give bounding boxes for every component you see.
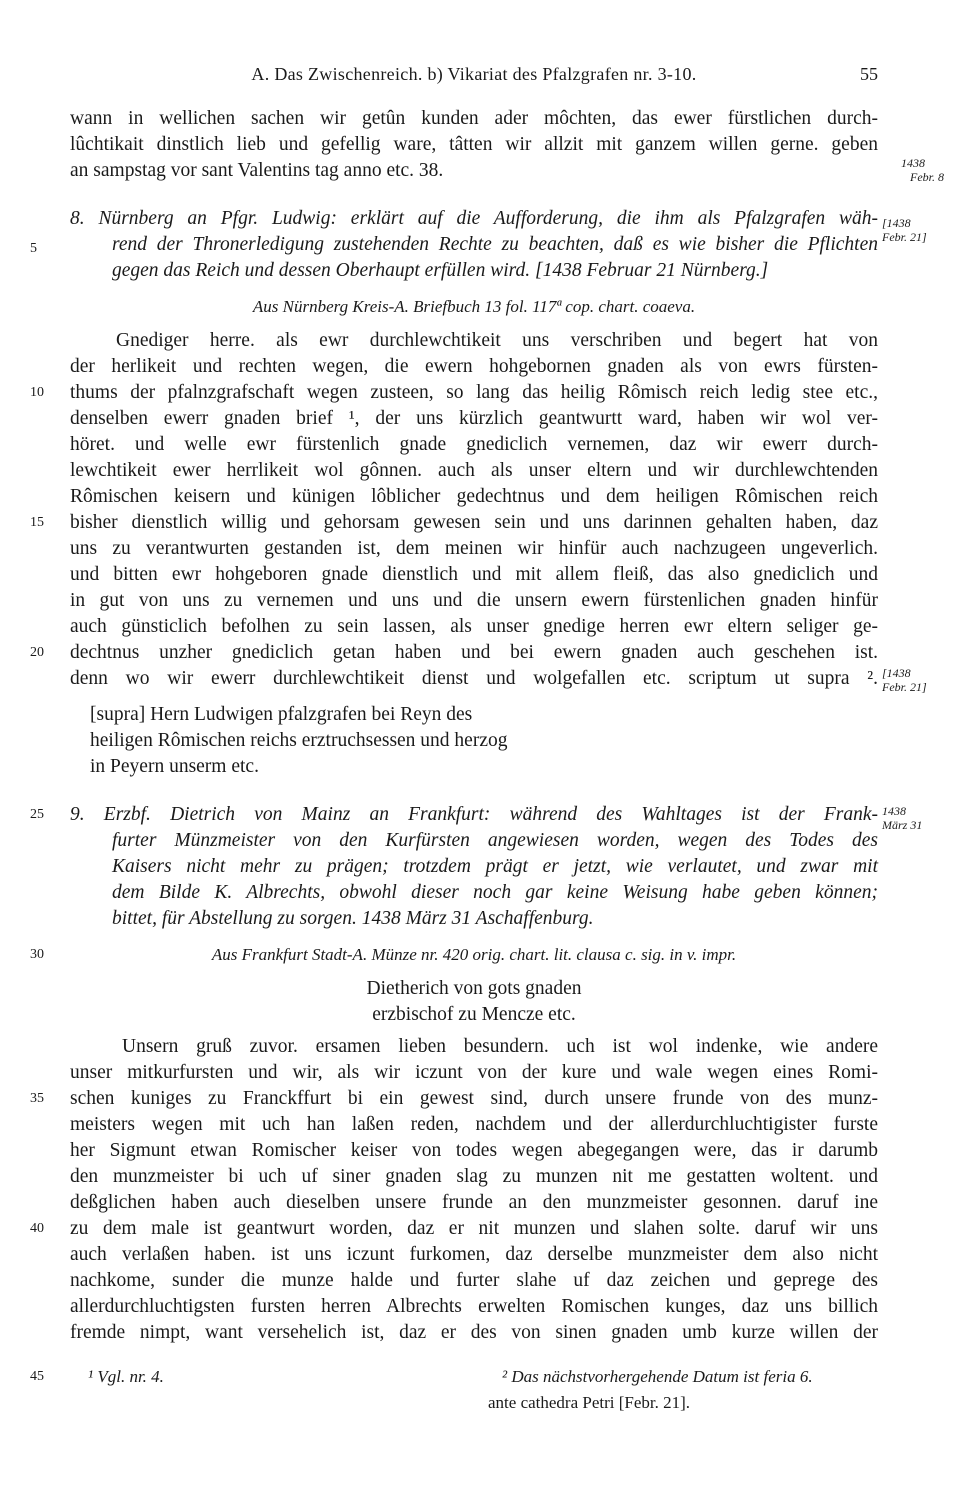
regest-line: Kaisers nicht mehr zu prägen; trotzdem prägt er jetzt, wie verlautet, und zwar mit: [112, 856, 878, 877]
text-line: lûchtikait dinstlich lieb und gefellig ware, tâtten wir allzit mit ganzem willen gerne. geben: [70, 134, 878, 155]
text-line: denn wo wir ewerr durchlewchtikeit dienst und wolgefallen etc. scriptum ut supra ².: [70, 668, 878, 689]
salutation-line: Dietherich von gots gnaden: [366, 978, 582, 999]
running-title: A. Das Zwischenreich. b) Vikariat des Pfalzgrafen nr. 3-10.: [251, 64, 697, 84]
text-line: und bitten ewr hohgeboren gnade dienstlich und mit allem fleiß, das also gnediclich und: [70, 564, 878, 585]
text-line: Unsern gruß zuvor. ersamen lieben besundern. uch ist wol indenke, wie andere: [122, 1036, 878, 1057]
text-line: denselben ewerr gnaden brief ¹, der uns kürzlich geantwurtt ward, haben wir wol ver-: [70, 408, 878, 429]
regest-line: furter Münzmeister von den Kurfürsten angewiesen worden, wegen des Todes des: [112, 830, 878, 851]
margin-note: [1438 Febr. 21]: [882, 666, 927, 694]
line-number: 45: [30, 1369, 44, 1384]
line-number: 30: [30, 947, 44, 962]
text-line: schen kuniges zu Franckffurt bi ein gewest sind, durch unsere frunde von des munz-: [70, 1088, 878, 1109]
address-line: [supra] Hern Ludwigen pfalzgrafen bei Reyn des: [90, 704, 473, 725]
text-line: Gnediger herre. als ewr durchlewchtikeit uns verschriben und begert hat von: [116, 330, 878, 351]
text-line: den munzmeister bi uch uf siner gnaden slag zu munzen nit me gestatten woltent. und: [70, 1166, 878, 1187]
text-line: in gut von uns zu vernemen und uns und die unsern ewern fürstenlichen gnaden hinfür: [70, 590, 878, 611]
regest-line: rend der Thronerledigung zustehenden Rechte zu beachten, daß es wie bisher die Pflichten: [112, 234, 878, 255]
running-head: [70, 64, 878, 88]
text-line: zu dem male ist geantwurt worden, daz er nit munzen und slahen solte. daruf wir uns: [70, 1218, 878, 1239]
line-number: 35: [30, 1091, 44, 1106]
line-number: 25: [30, 807, 44, 822]
line-number: 10: [30, 385, 44, 400]
source-note: Aus Frankfurt Stadt-A. Münze nr. 420 orig. chart. lit. clausa c. sig. in v. impr.: [211, 945, 737, 964]
regest-line: 8. Nürnberg an Pfgr. Ludwig: erklärt auf die Aufforderung, die ihm als Pfalzgrafen wäh-: [70, 208, 878, 229]
text-line: fremde nimpt, want versehelich ist, daz er des von sinen gnaden umb kurze willen der: [70, 1322, 878, 1343]
text-line: her Sigmunt etwan Romischer keiser von todes wegen abegegangen were, das ir darumb: [70, 1140, 878, 1161]
text-line: thums der pfalnzgrafschaft wegen zusteen, so lang das heilig Rômisch reich ledig stee etc.,: [70, 382, 878, 403]
regest-line: 9. Erzbf. Dietrich von Mainz an Frankfurt: während des Wahltages ist der Frank-: [70, 804, 878, 825]
text-line: dechtnus unzher gnediclich getan haben und bei ewern gnaden auch geschehen ist.: [70, 642, 878, 663]
text-line: deßglichen haben auch dieselben unsere frunde an den munzmeister gesonnen. daruf ine: [70, 1192, 878, 1213]
text-line: auch verlaßen haben. ist uns iczunt furkomen, daz derselbe munzmeister dem also nicht: [70, 1244, 878, 1265]
text-line: Rômischen keisern und künigen lôblicher gedechtnus und dem heiligen Rômischen reich: [70, 486, 878, 507]
line-number: 20: [30, 645, 44, 660]
line-number: 5: [30, 241, 37, 256]
text-line: nachkome, sunder die munze halde und furter slahe uf daz zeichen und geprege des: [70, 1270, 878, 1291]
text-line: lewchtikeit ewer herrlikeit wol gônnen. auch als unser eltern und wir durchlewchtenden: [70, 460, 878, 481]
text-line: allerdurchluchtigsten fursten herren Albrechts erwelten Romischen kunges, daz uns billich: [70, 1296, 878, 1317]
regest-line: dem Bilde K. Albrechts, obwohl dieser noch gar keine Weisung habe geben können;: [112, 882, 878, 903]
line-number: 15: [30, 515, 44, 530]
text-line: höret. und welle ewr fürstenlich gnade gnediclich vernemen, daz wir ewerr durch-: [70, 434, 878, 455]
footnote: ¹ Vgl. nr. 4.: [88, 1367, 164, 1386]
text-line: an sampstag vor sant Valentins tag anno etc. 38.: [70, 160, 444, 181]
margin-note: [1438 Febr. 21]: [882, 216, 927, 244]
text-line: bisher dienstlich willig und gehorsam gewesen sein und uns darinnen gehalten haben, daz: [70, 512, 878, 533]
text-line: der herlikeit und rechten wegen, die ewern hohgebornen gnaden als von ewrs fürsten-: [70, 356, 878, 377]
source-note: Aus Nürnberg Kreis-A. Briefbuch 13 fol. 117ª cop. chart. coaeva.: [252, 297, 696, 316]
regest-line: gegen das Reich und dessen Oberhaupt erfüllen wird. [1438 Februar 21 Nürnberg.]: [112, 260, 769, 281]
page-number: 55: [860, 64, 878, 84]
salutation-line: erzbischof zu Mencze etc.: [372, 1004, 576, 1025]
footnote: ante cathedra Petri [Febr. 21].: [488, 1393, 691, 1412]
address-line: in Peyern unserm etc.: [90, 756, 259, 777]
line-number: 40: [30, 1221, 44, 1236]
margin-note: 1438 Febr. 8: [901, 156, 944, 184]
regest-line: bittet, für Abstellung zu sorgen. 1438 März 31 Aschaffenburg.: [112, 908, 594, 929]
margin-note: 1438 März 31: [882, 804, 923, 832]
address-line: heiligen Rômischen reichs erztruchsessen und herzog: [90, 730, 508, 751]
text-line: unser mitkurfursten und wir, als wir iczunt von der kure und wale wegen eines Romi-: [70, 1062, 878, 1083]
text-line: wann in wellichen sachen wir getûn kunden ader môchten, das ewer fürstlichen durch-: [70, 108, 878, 129]
text-line: uns zu verantwurten gestanden ist, dem meinen wir hinfür auch nachzugeen ungeverlich.: [70, 538, 878, 559]
text-line: meisters wegen mit uch han laßen reden, nachdem und der allerdurchluchtigister furste: [70, 1114, 878, 1135]
text-line: auch günsticlich befolhen zu sein lassen, als unser gnedige herren ewr eltern seliger ge-: [70, 616, 878, 637]
footnote: ² Das nächstvorhergehende Datum ist feria 6.: [502, 1367, 813, 1386]
